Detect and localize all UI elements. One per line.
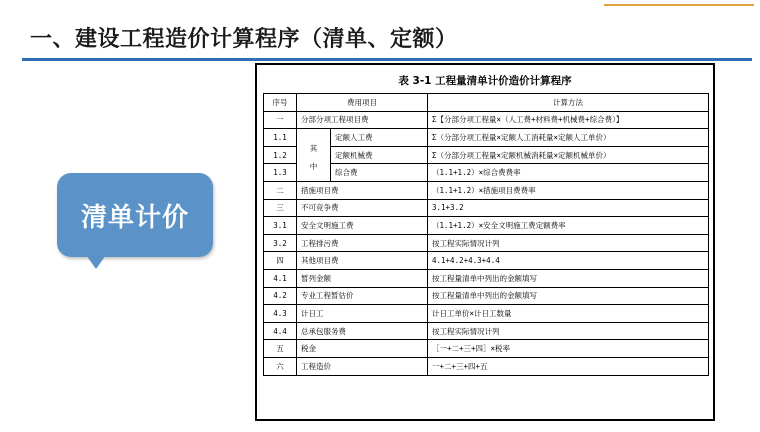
callout-bubble <box>57 173 213 257</box>
row-no: 一 <box>264 111 297 129</box>
callout-tail <box>86 255 106 269</box>
table-row <box>264 111 709 129</box>
table-row <box>264 252 709 270</box>
row-no: 三 <box>264 199 297 217</box>
row-no: 五 <box>264 340 297 358</box>
row-calc: 按工程量清单中列出的金额填写 <box>428 287 709 305</box>
row-item: 其他项目费 <box>297 252 428 270</box>
row-item: 总承包服务费 <box>297 322 428 340</box>
row-item: 安全文明施工费 <box>297 217 428 235</box>
callout-text: 清单计价 <box>80 202 189 233</box>
row-no: 4.3 <box>264 305 297 323</box>
row-calc: Σ【分部分项工程量×（人工费+材料费+机械费+综合费）】 <box>428 111 709 129</box>
pricing-table-frame <box>255 63 715 421</box>
row-no: 4.2 <box>264 287 297 305</box>
header-calc: 计算方法 <box>428 94 709 112</box>
row-no: 六 <box>264 357 297 375</box>
row-calc: Σ（分部分项工程量×定额人工消耗量×定额人工单价） <box>428 129 709 147</box>
title-underline <box>22 58 752 61</box>
row-item: 工程排污费 <box>297 234 428 252</box>
row-item: 不可竞争费 <box>297 199 428 217</box>
table-row <box>264 305 709 323</box>
row-calc: （1.1+1.2）×措施项目费费率 <box>428 181 709 199</box>
row-item: 分部分项工程项目费 <box>297 111 428 129</box>
table-row <box>264 164 709 182</box>
table-row <box>264 129 709 147</box>
row-calc: （1.1+1.2）×安全文明施工费定额费率 <box>428 217 709 235</box>
row-item: 工程造价 <box>297 357 428 375</box>
row-no: 3.1 <box>264 217 297 235</box>
row-item: 暂列金额 <box>297 269 428 287</box>
row-item: 税金 <box>297 340 428 358</box>
top-accent-line <box>604 4 754 6</box>
row-item: 措施项目费 <box>297 181 428 199</box>
table-row <box>264 234 709 252</box>
row-calc: 按工程实际情况计列 <box>428 234 709 252</box>
sub-group-label <box>297 129 331 182</box>
row-no: 二 <box>264 181 297 199</box>
row-item: 综合费 <box>331 164 428 182</box>
header-no: 序号 <box>264 94 297 112</box>
table-row <box>264 357 709 375</box>
row-calc: 3.1+3.2 <box>428 199 709 217</box>
table-row <box>264 340 709 358</box>
row-calc: （1.1+1.2）×综合费费率 <box>428 164 709 182</box>
table-row <box>264 199 709 217</box>
row-no: 1.2 <box>264 146 297 164</box>
table-row <box>264 217 709 235</box>
row-calc: ［一+二+三+四］×税率 <box>428 340 709 358</box>
row-no: 四 <box>264 252 297 270</box>
row-no: 4.4 <box>264 322 297 340</box>
row-calc: 4.1+4.2+4.3+4.4 <box>428 252 709 270</box>
table-row <box>264 287 709 305</box>
header-item: 费用项目 <box>297 94 428 112</box>
sub-group-label-bottom: 中 <box>309 162 318 172</box>
row-no: 3.2 <box>264 234 297 252</box>
row-calc: 计日工单价×计日工数量 <box>428 305 709 323</box>
row-no: 1.3 <box>264 164 297 182</box>
pricing-table <box>263 93 709 376</box>
row-item: 计日工 <box>297 305 428 323</box>
row-item: 定额人工费 <box>331 129 428 147</box>
row-calc: 按工程量清单中列出的金额填写 <box>428 269 709 287</box>
row-item: 定额机械费 <box>331 146 428 164</box>
row-item: 专业工程暂估价 <box>297 287 428 305</box>
row-calc: 一+二+三+四+五 <box>428 357 709 375</box>
table-header-row <box>264 94 709 112</box>
table-row <box>264 322 709 340</box>
table-caption: 表 3-1 工程量清单计价造价计算程序 <box>398 75 572 87</box>
slide-title: 一、建设工程造价计算程序（清单、定额） <box>30 27 458 52</box>
table-row <box>264 146 709 164</box>
row-calc: 按工程实际情况计列 <box>428 322 709 340</box>
row-calc: Σ（分部分项工程量×定额机械消耗量×定额机械单价） <box>428 146 709 164</box>
row-no: 4.1 <box>264 269 297 287</box>
sub-group-label-top: 其 <box>309 144 318 154</box>
table-row <box>264 181 709 199</box>
row-no: 1.1 <box>264 129 297 147</box>
table-row <box>264 269 709 287</box>
